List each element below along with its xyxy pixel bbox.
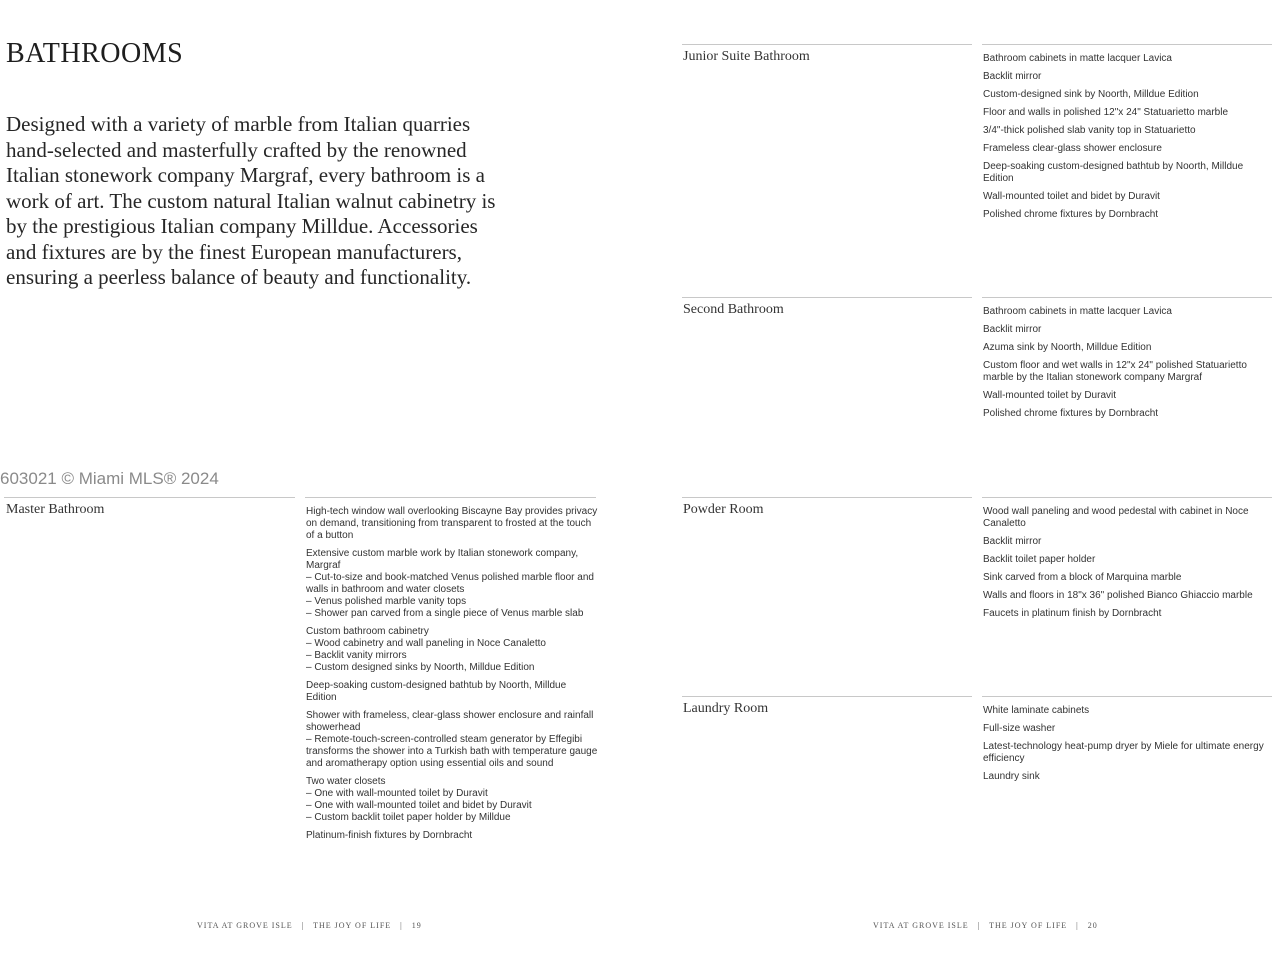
feature-item: Full-size washer — [983, 723, 1056, 734]
footer-right-page: VITA AT GROVE ISLE | THE JOY OF LIFE | 20 — [873, 921, 1098, 930]
feature-item — [306, 680, 598, 704]
junior-suite-bathroom-title: Junior Suite Bathroom — [683, 49, 810, 64]
feature-item — [306, 776, 598, 824]
second-rule-left — [682, 297, 972, 298]
second-bathroom-title: Second Bathroom — [683, 302, 784, 317]
master-rule-left — [4, 497, 295, 498]
feature-sub-item: – Wood cabinetry and wall paneling in Noce Canaletto — [306, 638, 546, 649]
mls-watermark: 603021 © Miami MLS® 2024 — [0, 469, 219, 488]
feature-item: 3/4"-thick polished slab vanity top in Statuarietto — [983, 125, 1196, 136]
feature-item: Backlit mirror — [983, 71, 1042, 82]
junior-rule-right — [982, 44, 1272, 45]
master-bathroom-features — [306, 506, 598, 848]
laundry-rule-left — [682, 696, 972, 697]
feature-sub-item: – Backlit vanity mirrors — [306, 650, 407, 661]
laundry-room-features — [983, 705, 1268, 789]
feature-item: Faucets in platinum finish by Dornbracht — [983, 608, 1162, 619]
powder-room-title: Powder Room — [683, 502, 764, 517]
laundry-rule-right — [982, 696, 1272, 697]
laundry-room-title: Laundry Room — [683, 701, 769, 716]
feature-item: Sink carved from a block of Marquina marble — [983, 572, 1182, 583]
feature-item — [306, 710, 598, 770]
powder-rule-left — [682, 497, 972, 498]
master-bathroom-title: Master Bathroom — [6, 502, 105, 517]
powder-rule-right — [982, 497, 1272, 498]
second-rule-right — [982, 297, 1272, 298]
feature-item — [306, 830, 598, 842]
feature-sub-item: – Custom designed sinks by Noorth, Milldue Edition — [306, 662, 535, 673]
feature-item: Backlit mirror — [983, 324, 1042, 335]
feature-main-text: Extensive custom marble work by Italian stonework company, Margraf — [306, 548, 579, 571]
feature-item: Wall-mounted toilet and bidet by Duravit — [983, 191, 1160, 202]
feature-sub-item: – Remote-touch-screen-controlled steam generator by Effegibi transforms the shower into a Turkish bath with temperature gauge and aromatherapy option using essential oils and sound — [306, 734, 598, 769]
feature-item: Backlit mirror — [983, 536, 1042, 547]
feature-main-text: Custom bathroom cabinetry — [306, 626, 429, 637]
master-rule-right — [305, 497, 596, 498]
intro-paragraph: Designed with a variety of marble from Italian quarries hand-selected and masterfully crafted by the renowned Italian stonework company Margraf, every bathroom is a work of art. The custom natural Italian walnut cabinetry is by the prestigious Italian company Milldue. Accessories and fixtures are by the finest European manufacturers, ensuring a peerless balance of beauty and functionality. — [6, 112, 496, 289]
feature-item: Bathroom cabinets in matte lacquer Lavica — [983, 53, 1172, 64]
feature-sub-item: – One with wall-mounted toilet by Duravit — [306, 788, 488, 799]
feature-item: Deep-soaking custom-designed bathtub by Noorth, Milldue Edition — [983, 161, 1244, 184]
feature-main-text: Deep-soaking custom-designed bathtub by Noorth, Milldue Edition — [306, 680, 567, 703]
feature-item: Laundry sink — [983, 771, 1040, 782]
feature-sub-item: – Custom backlit toilet paper holder by Milldue — [306, 812, 511, 823]
feature-item — [306, 506, 598, 542]
feature-item: Frameless clear-glass shower enclosure — [983, 143, 1162, 154]
feature-item: Polished chrome fixtures by Dornbracht — [983, 209, 1159, 220]
feature-main-text: Shower with frameless, clear-glass shower enclosure and rainfall showerhead — [306, 710, 594, 733]
junior-rule-left — [682, 44, 972, 45]
feature-sub-item: – Shower pan carved from a single piece of Venus marble slab — [306, 608, 584, 619]
footer-left-page: VITA AT GROVE ISLE | THE JOY OF LIFE | 19 — [197, 921, 422, 930]
second-bathroom-features — [983, 306, 1268, 426]
feature-sub-item: – One with wall-mounted toilet and bidet by Duravit — [306, 800, 532, 811]
feature-item: Polished chrome fixtures by Dornbracht — [983, 408, 1159, 419]
feature-item: Backlit toilet paper holder — [983, 554, 1096, 565]
feature-sub-item: – Cut-to-size and book-matched Venus polished marble floor and walls in bathroom and water closets — [306, 572, 594, 595]
feature-item: Wall-mounted toilet by Duravit — [983, 390, 1117, 401]
feature-item — [306, 626, 598, 674]
feature-item: Azuma sink by Noorth, Milldue Edition — [983, 342, 1152, 353]
feature-item: White laminate cabinets — [983, 705, 1090, 716]
feature-item: Latest-technology heat-pump dryer by Miele for ultimate energy efficiency — [983, 741, 1264, 764]
powder-room-features — [983, 506, 1273, 626]
feature-main-text: High-tech window wall overlooking Biscayne Bay provides privacy on demand, transitioning from transparent to frosted at the touch of a button — [306, 506, 598, 541]
feature-item: Bathroom cabinets in matte lacquer Lavica — [983, 306, 1172, 317]
feature-item: Floor and walls in polished 12"x 24" Statuarietto marble — [983, 107, 1229, 118]
feature-sub-item: – Venus polished marble vanity tops — [306, 596, 467, 607]
feature-item: Walls and floors in 18"x 36" polished Bianco Ghiaccio marble — [983, 590, 1253, 601]
feature-item: Custom floor and wet walls in 12"x 24" polished Statuarietto marble by the Italian stonework company Margraf — [983, 360, 1247, 383]
junior-suite-features — [983, 53, 1268, 227]
feature-main-text: Two water closets — [306, 776, 386, 787]
feature-main-text: Platinum-finish fixtures by Dornbracht — [306, 830, 473, 841]
feature-item: Wood wall paneling and wood pedestal with cabinet in Noce Canaletto — [983, 506, 1249, 529]
feature-item: Custom-designed sink by Noorth, Milldue Edition — [983, 89, 1199, 100]
page-title: BATHROOMS — [6, 38, 184, 69]
feature-item — [306, 548, 598, 620]
